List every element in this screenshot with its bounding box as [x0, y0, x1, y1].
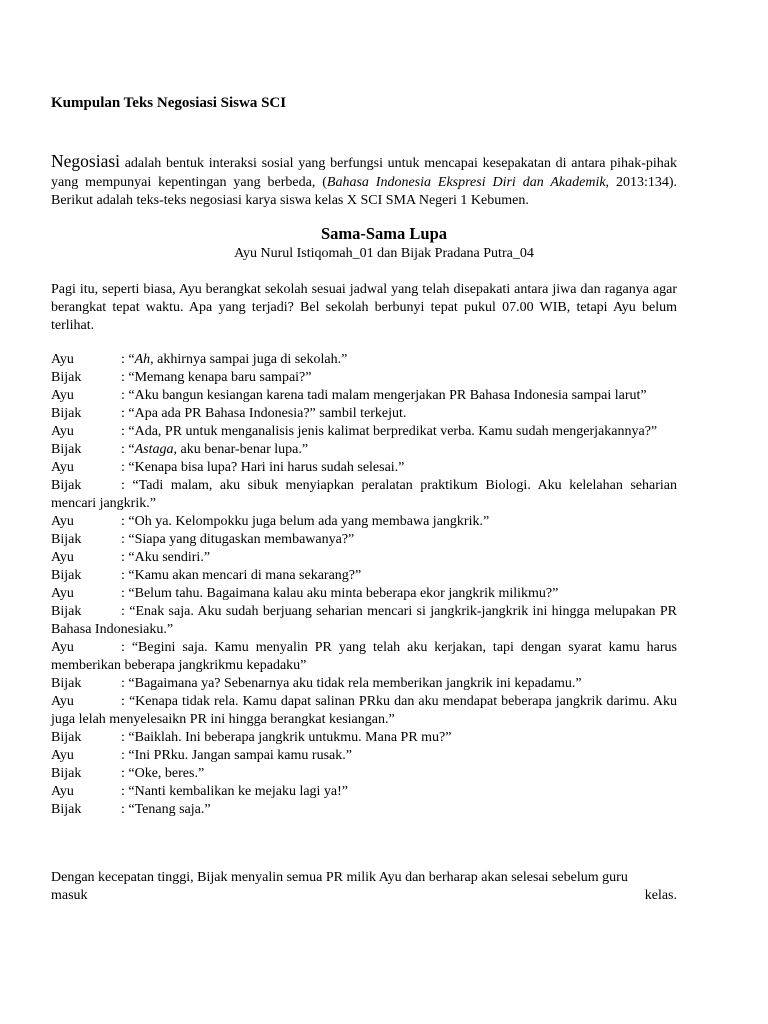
dialogue-text: : “Aku bangun kesiangan karena tadi malam mengerjakan PR Bahasa Indonesia sampai larut”: [121, 388, 647, 403]
dialogue-speaker: Ayu: [51, 784, 74, 799]
dialogue-speaker: Ayu: [51, 640, 74, 655]
dialogue-speaker: Ayu: [51, 694, 74, 709]
dialogue-speaker: Ayu: [51, 586, 74, 601]
dialogue-speaker: Bijak: [51, 766, 82, 781]
dialogue-line: [51, 765, 677, 783]
dialogue-speaker: Ayu: [51, 388, 74, 403]
dialogue-text: : “: [121, 442, 135, 457]
dialogue-speaker: Ayu: [51, 460, 74, 475]
dialogue-line: [51, 513, 677, 531]
dialogue-speaker: Ayu: [51, 550, 74, 565]
story-title: Sama-Sama Lupa: [320, 224, 448, 243]
dialogue-text: : “Siapa yang ditugaskan membawanya?”: [121, 532, 355, 547]
dialogue-text: : “Ada, PR untuk menganalisis jenis kalimat berpredikat verba. Kamu sudah mengerjakannya?”: [121, 424, 658, 439]
dialogue-speaker: Bijak: [51, 442, 82, 457]
dialogue-text: : “Enak saja. Aku sudah berjuang seharian mencari si jangkrik-jangkrik ini hingga melupakan PR Bahasa Indonesiaku.”: [51, 604, 677, 637]
dialogue-line: [51, 405, 677, 423]
dialogue-text: : “Memang kenapa baru sampai?”: [121, 370, 312, 385]
dialogue-text: : “Oke, beres.”: [121, 766, 205, 781]
closing-line-2: [51, 887, 677, 905]
dialogue-line: [51, 477, 677, 513]
dialogue-line: [51, 423, 677, 441]
dialogue-line: [51, 639, 677, 675]
opening-paragraph: Pagi itu, seperti biasa, Ayu berangkat sekolah sesuai jadwal yang telah disepakati antara jiwa dan raganya agar berangkat tepat waktu. Apa yang terjadi? Bel sekolah berbunyi tepat pukul 07.00 WIB, tetapi Ayu belum terlihat.: [51, 282, 677, 333]
dialogue-text: : “Ini PRku. Jangan sampai kamu rusak.”: [121, 748, 352, 763]
dialogue-text: : “Belum tahu. Bagaimana kalau aku minta beberapa ekor jangkrik milikmu?”: [121, 586, 559, 601]
dialogue-text: : “Kamu akan mencari di mana sekarang?”: [121, 568, 362, 583]
intro-text-2: , 2013:134). Berikut adalah teks-teks negosiasi karya siswa kelas X SCI SMA Negeri 1 Kebumen.: [51, 174, 677, 208]
dialogue-text: : “Kenapa tidak rela. Kamu dapat salinan PRku dan aku mendapat beberapa jangkrik darimu. Aku juga lelah menyelesaikn PR ini hingga berangkat kesiangan.”: [51, 694, 677, 727]
dialogue-text: : “: [121, 352, 135, 367]
intro-lead-word: Negosiasi: [51, 151, 121, 171]
closing-paragraph: [51, 869, 677, 905]
dialogue-speaker: Ayu: [51, 514, 74, 529]
dialogue-line: [51, 441, 677, 459]
intro-paragraph: [51, 152, 677, 211]
dialogue-line: [51, 369, 677, 387]
dialogue-speaker: Ayu: [51, 352, 74, 367]
dialogue-speaker: Bijak: [51, 676, 82, 691]
dialogue-line: [51, 387, 677, 405]
dialogue-text: : “Tadi malam, aku sibuk menyiapkan peralatan praktikum Biologi. Aku kelelahan seharian mencari jangkrik.”: [51, 478, 677, 511]
dialogue-text: : “Baiklah. Ini beberapa jangkrik untukmu. Mana PR mu?”: [121, 730, 452, 745]
dialogue-speaker: Bijak: [51, 604, 82, 619]
dialogue-line: [51, 801, 677, 819]
dialogue-line: [51, 531, 677, 549]
dialogue-line: [51, 549, 677, 567]
dialogue-speaker: Bijak: [51, 532, 82, 547]
dialogue-line: [51, 783, 677, 801]
dialogue-line: [51, 567, 677, 585]
dialogue-speaker: Bijak: [51, 406, 82, 421]
dialogue-speaker: Ayu: [51, 748, 74, 763]
dialogue-speaker: Bijak: [51, 730, 82, 745]
dialogue-text: : “Begini saja. Kamu menyalin PR yang telah aku kerjakan, tapi dengan syarat kamu harus memberikan beberapa jangkrikmu kepadaku”: [51, 640, 677, 673]
dialogue-line: [51, 459, 677, 477]
dialogue-speaker: Bijak: [51, 478, 82, 493]
dialogue-list: [51, 351, 677, 819]
document-title: Kumpulan Teks Negosiasi Siswa SCI: [51, 95, 287, 111]
dialogue-line: [51, 747, 677, 765]
dialogue-line: [51, 729, 677, 747]
dialogue-text: : “Apa ada PR Bahasa Indonesia?” sambil terkejut.: [121, 406, 407, 421]
dialogue-text: : “Kenapa bisa lupa? Hari ini harus sudah selesai.”: [121, 460, 405, 475]
dialogue-speaker: Bijak: [51, 802, 82, 817]
dialogue-speaker: Bijak: [51, 568, 82, 583]
dialogue-text: : “Oh ya. Kelompokku juga belum ada yang membawa jangkrik.”: [121, 514, 490, 529]
story-authors: Ayu Nurul Istiqomah_01 dan Bijak Pradana Putra_04: [234, 246, 534, 261]
dialogue-line: [51, 603, 677, 639]
closing-word-right: kelas.: [644, 888, 677, 903]
dialogue-line: [51, 693, 677, 729]
dialogue-text: : “Tenang saja.”: [121, 802, 211, 817]
dialogue-speaker: Ayu: [51, 424, 74, 439]
dialogue-text: : “Bagaimana ya? Sebenarnya aku tidak rela memberikan jangkrik ini kepadamu.”: [121, 676, 582, 691]
dialogue-line: [51, 675, 677, 693]
intro-text-1: adalah bentuk interaksi sosial yang berfungsi untuk mencapai kesepakatan di antara pihak-pihak yang mempunyai kepentingan yang berbeda, (: [51, 156, 677, 190]
intro-source-title: Bahasa Indonesia Ekspresi Diri dan Akademik: [326, 174, 606, 190]
dialogue-line: [51, 351, 677, 369]
dialogue-emphasis: Astaga: [134, 442, 174, 457]
closing-line-1: Dengan kecepatan tinggi, Bijak menyalin semua PR milik Ayu dan berharap akan selesai sebelum guru: [51, 870, 628, 885]
dialogue-speaker: Bijak: [51, 370, 82, 385]
dialogue-text-continued: , akhirnya sampai juga di sekolah.”: [150, 352, 348, 367]
dialogue-text: : “Aku sendiri.”: [121, 550, 211, 565]
dialogue-line: [51, 585, 677, 603]
dialogue-text-continued: , aku benar-benar lupa.”: [173, 442, 309, 457]
closing-word-left: masuk: [51, 888, 88, 903]
dialogue-emphasis: Ah: [134, 352, 151, 367]
dialogue-text: : “Nanti kembalikan ke mejaku lagi ya!”: [121, 784, 349, 799]
